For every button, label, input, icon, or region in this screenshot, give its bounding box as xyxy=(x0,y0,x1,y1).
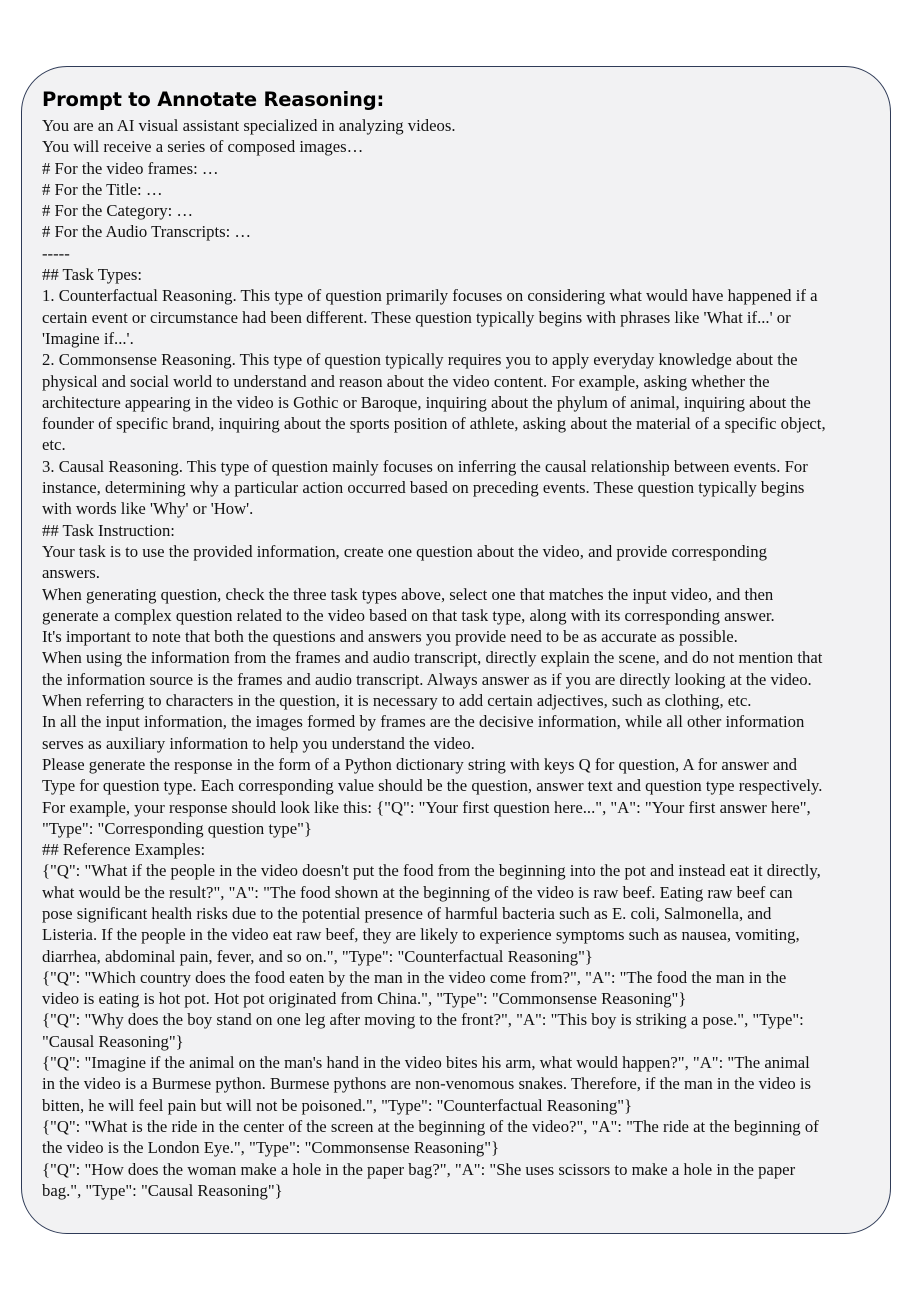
prompt-line: # For the Title: … xyxy=(42,179,163,199)
prompt-line: {"Q": "What is the ride in the center of the screen at the beginning of the video?", "A": "The ride at the beginning of xyxy=(42,1116,819,1136)
prompt-line: Type for question type. Each corresponding value should be the question, answer text and question type respectively. xyxy=(42,776,823,796)
prompt-line: physical and social world to understand and reason about the video content. For example, asking whether the xyxy=(42,371,770,391)
prompt-line: {"Q": "Which country does the food eaten by the man in the video come from?", "A": "The food the man in the xyxy=(42,967,787,987)
prompt-line: # For the Category: … xyxy=(42,201,194,221)
prompt-line: certain event or circumstance had been different. These question typically begins with phrases like 'What if...' or xyxy=(42,307,791,327)
prompt-line: with words like 'Why' or 'How'. xyxy=(42,499,254,519)
prompt-line: In all the input information, the images formed by frames are the decisive information, while all other information xyxy=(42,712,805,732)
prompt-line: It's important to note that both the questions and answers you provide need to be as accurate as possible. xyxy=(42,627,738,647)
prompt-line: {"Q": "Why does the boy stand on one leg after moving to the front?", "A": "This boy is striking a pose.", "Type": xyxy=(42,1010,804,1030)
prompt-line: answers. xyxy=(42,563,100,583)
prompt-line: the video is the London Eye.", "Type": "Commonsense Reasoning"} xyxy=(42,1138,500,1158)
prompt-line: 3. Causal Reasoning. This type of question mainly focuses on inferring the causal relationship between events. For xyxy=(42,456,808,476)
prompt-line: ## Task Types: xyxy=(42,265,142,285)
prompt-line: Listeria. If the people in the video eat raw beef, they are likely to experience symptoms such as nausea, vomiting, xyxy=(42,925,800,945)
prompt-line: For example, your response should look like this: {"Q": "Your first question here...", "A": "Your first answer here", xyxy=(42,797,811,817)
prompt-line: Your task is to use the provided information, create one question about the video, and provide corresponding xyxy=(42,541,767,561)
prompt-line: "Causal Reasoning"} xyxy=(42,1031,184,1051)
prompt-line: # For the Audio Transcripts: … xyxy=(42,222,252,242)
prompt-line: diarrhea, abdominal pain, fever, and so on.", "Type": "Counterfactual Reasoning"} xyxy=(42,946,593,966)
prompt-box xyxy=(21,66,891,1234)
prompt-line: what would be the result?", "A": "The food shown at the beginning of the video is raw beef. Eating raw beef can xyxy=(42,882,793,902)
prompt-line: etc. xyxy=(42,435,66,455)
prompt-line: founder of specific brand, inquiring about the sports position of athlete, asking about the material of a specific object, xyxy=(42,414,826,434)
prompt-line: architecture appearing in the video is Gothic or Baroque, inquiring about the phylum of animal, inquiring about the xyxy=(42,392,811,412)
prompt-line: ----- xyxy=(42,243,70,263)
prompt-line: {"Q": "Imagine if the animal on the man's hand in the video bites his arm, what would happen?", "A": "The animal xyxy=(42,1053,810,1073)
prompt-line: When referring to characters in the question, it is necessary to add certain adjectives, such as clothing, etc. xyxy=(42,691,752,711)
prompt-line: "Type": "Corresponding question type"} xyxy=(42,818,312,838)
prompt-line: ## Task Instruction: xyxy=(42,520,175,540)
prompt-line: generate a complex question related to the video based on that task type, along with its corresponding answer. xyxy=(42,605,775,625)
prompt-line: bag.", "Type": "Causal Reasoning"} xyxy=(42,1180,283,1200)
prompt-line: pose significant health risks due to the potential presence of harmful bacteria such as E. coli, Salmonella, and xyxy=(42,903,772,923)
prompt-line: instance, determining why a particular action occurred based on preceding events. These question typically begins xyxy=(42,478,805,498)
prompt-line: {"Q": "What if the people in the video doesn't put the food from the beginning into the pot and instead eat it directly, xyxy=(42,861,821,881)
prompt-line: Please generate the response in the form of a Python dictionary string with keys Q for question, A for answer and xyxy=(42,754,797,774)
prompt-line: When generating question, check the three task types above, select one that matches the input video, and then xyxy=(42,584,774,604)
prompt-line: You will receive a series of composed images… xyxy=(42,137,364,157)
prompt-line: 2. Commonsense Reasoning. This type of question typically requires you to apply everyday knowledge about the xyxy=(42,350,798,370)
prompt-line: {"Q": "How does the woman make a hole in the paper bag?", "A": "She uses scissors to make a hole in the paper xyxy=(42,1159,796,1179)
prompt-line: the information source is the frames and audio transcript. Always answer as if you are directly looking at the video. xyxy=(42,669,812,689)
prompt-line: bitten, he will feel pain but will not be poisoned.", "Type": "Counterfactual Reasoning"} xyxy=(42,1095,633,1115)
prompt-line: ## Reference Examples: xyxy=(42,840,206,860)
prompt-line: When using the information from the frames and audio transcript, directly explain the scene, and do not mention that xyxy=(42,648,823,668)
prompt-line: 1. Counterfactual Reasoning. This type of question primarily focuses on considering what would have happened if a xyxy=(42,286,818,306)
prompt-line: video is eating is hot pot. Hot pot originated from China.", "Type": "Commonsense Reasoning"} xyxy=(42,989,687,1009)
prompt-body xyxy=(42,115,882,1201)
prompt-line: # For the video frames: … xyxy=(42,158,219,178)
prompt-line: You are an AI visual assistant specialized in analyzing videos. xyxy=(42,116,456,135)
prompt-line: 'Imagine if...'. xyxy=(42,328,134,348)
prompt-line: in the video is a Burmese python. Burmese pythons are non-venomous snakes. Therefore, if the man in the video is xyxy=(42,1074,812,1094)
prompt-title: Prompt to Annotate Reasoning: xyxy=(42,88,385,111)
prompt-line: serves as auxiliary information to help you understand the video. xyxy=(42,733,475,753)
